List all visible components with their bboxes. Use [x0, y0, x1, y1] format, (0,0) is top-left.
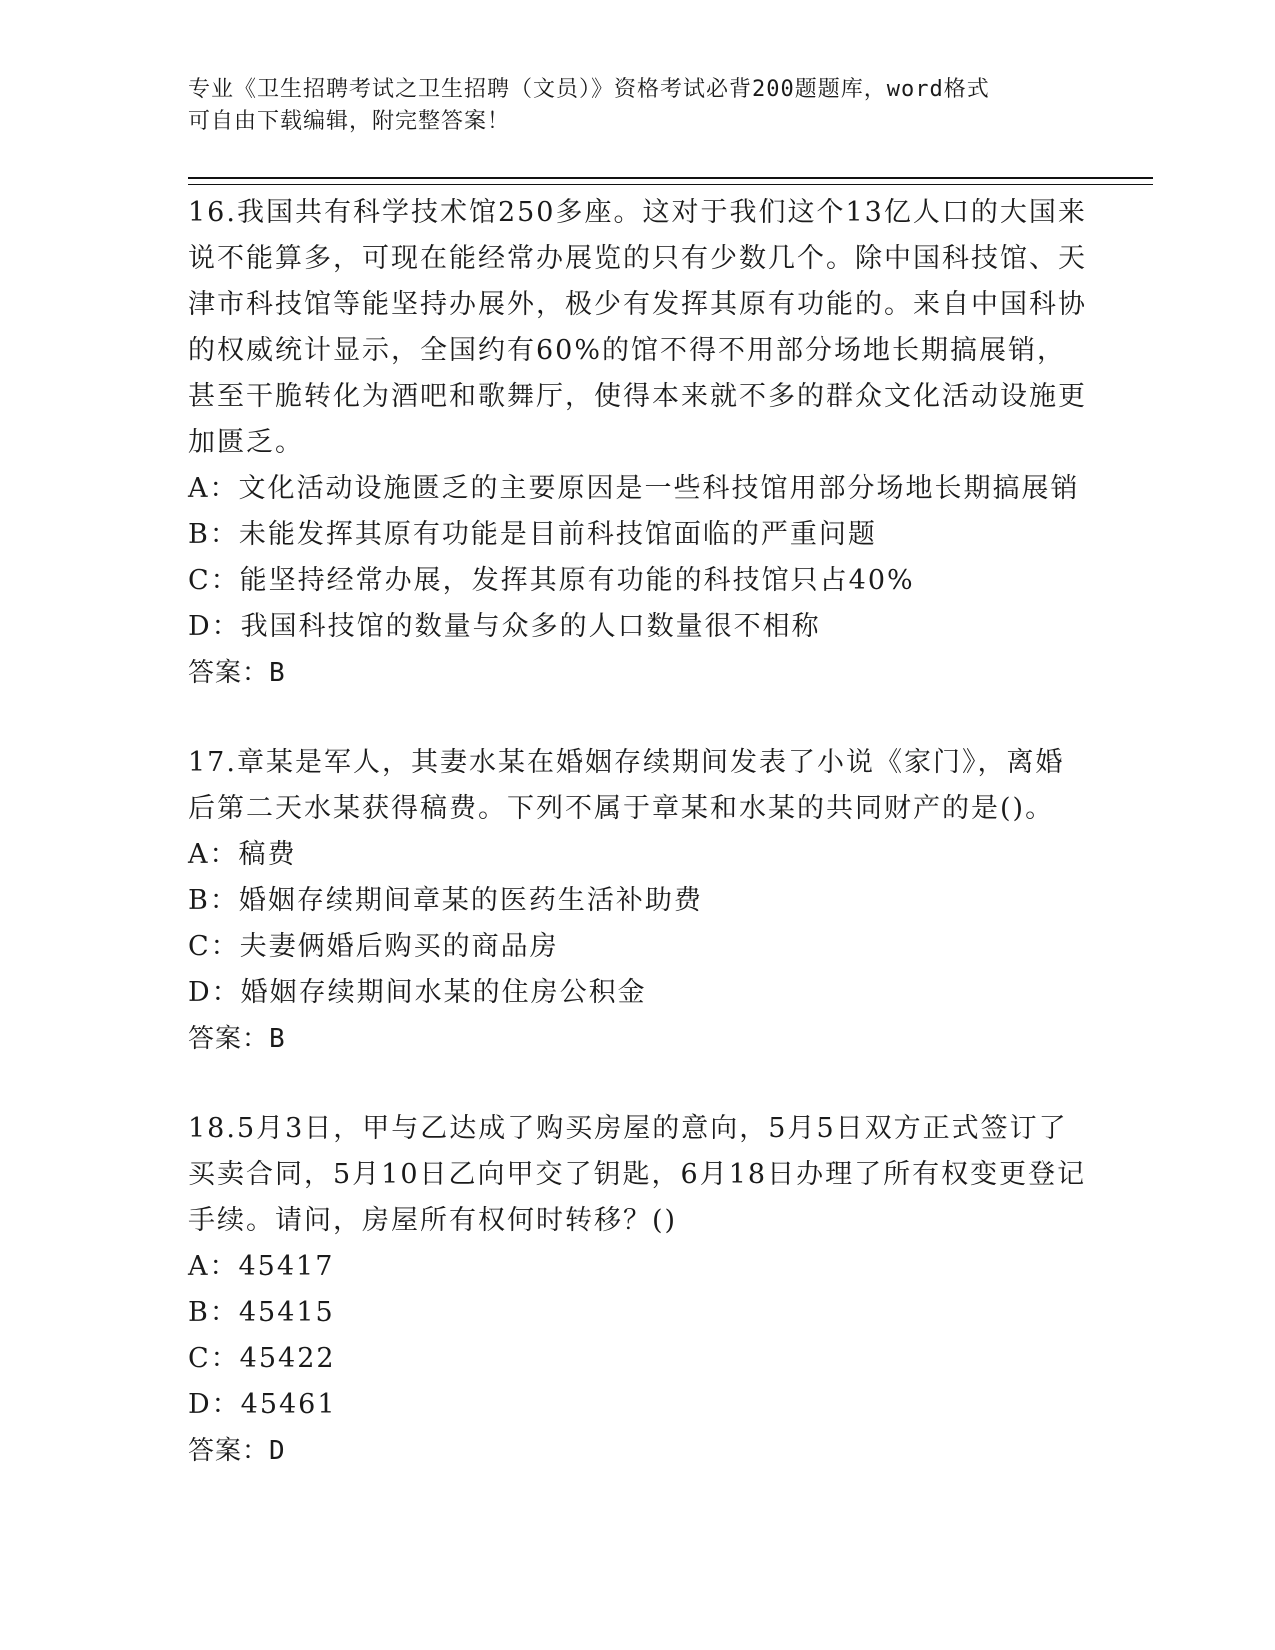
option-d: D：我国科技馆的数量与众多的人口数量很不相称	[188, 611, 821, 642]
option-d: D：婚姻存续期间水某的住房公积金	[188, 977, 647, 1008]
option-c: C：45422	[188, 1343, 336, 1374]
document-header	[188, 74, 1088, 138]
header-divider-thick	[188, 177, 1153, 179]
option-a: A：稿费	[188, 839, 297, 870]
answer: 答案：D	[188, 1436, 286, 1466]
question-text: 16.我国共有科学技术馆250多座。这对于我们这个13亿人口的大国来说不能算多，可现在能经常办展览的只有少数几个。除中国科技馆、天津市科技馆等能坚持办展外，极少有发挥其原有功能的。来自中国科协的权威统计显示，全国约有60%的馆不得不用部分场地长期搞展销，甚至干脆转化为酒吧和歌舞厅，使得本来就不多的群众文化活动设施更加匮乏。	[188, 197, 1087, 458]
header-line-1: 专业《卫生招聘考试之卫生招聘（文员）》资格考试必背200题题库，word格式	[188, 77, 990, 102]
question-18	[188, 1106, 1088, 1474]
option-a: A：文化活动设施匮乏的主要原因是一些科技馆用部分场地长期搞展销	[188, 473, 1080, 504]
option-b: B：未能发挥其原有功能是目前科技馆面临的严重问题	[188, 519, 877, 550]
option-b: B：婚姻存续期间章某的医药生活补助费	[188, 885, 703, 916]
answer: 答案：B	[188, 1024, 286, 1054]
option-d: D：45461	[188, 1389, 337, 1420]
question-text: 17.章某是军人，其妻水某在婚姻存续期间发表了小说《家门》，离婚后第二天水某获得稿费。下列不属于章某和水某的共同财产的是()。	[188, 747, 1065, 824]
option-b: B：45415	[188, 1297, 335, 1328]
question-text: 18.5月3日，甲与乙达成了购买房屋的意向，5月5日双方正式签订了买卖合同，5月10日乙向甲交了钥匙，6月18日办理了所有权变更登记手续。请问，房屋所有权何时转移？()	[188, 1113, 1087, 1236]
header-divider-thin	[188, 184, 1153, 185]
header-line-2: 可自由下载编辑，附完整答案！	[188, 109, 511, 134]
question-list	[188, 190, 1088, 1474]
question-17	[188, 740, 1088, 1062]
answer: 答案：B	[188, 658, 286, 688]
question-16	[188, 190, 1088, 696]
option-c: C：夫妻俩婚后购买的商品房	[188, 931, 559, 962]
option-a: A：45417	[188, 1251, 335, 1282]
option-c: C：能坚持经常办展，发挥其原有功能的科技馆只占40%	[188, 565, 915, 596]
